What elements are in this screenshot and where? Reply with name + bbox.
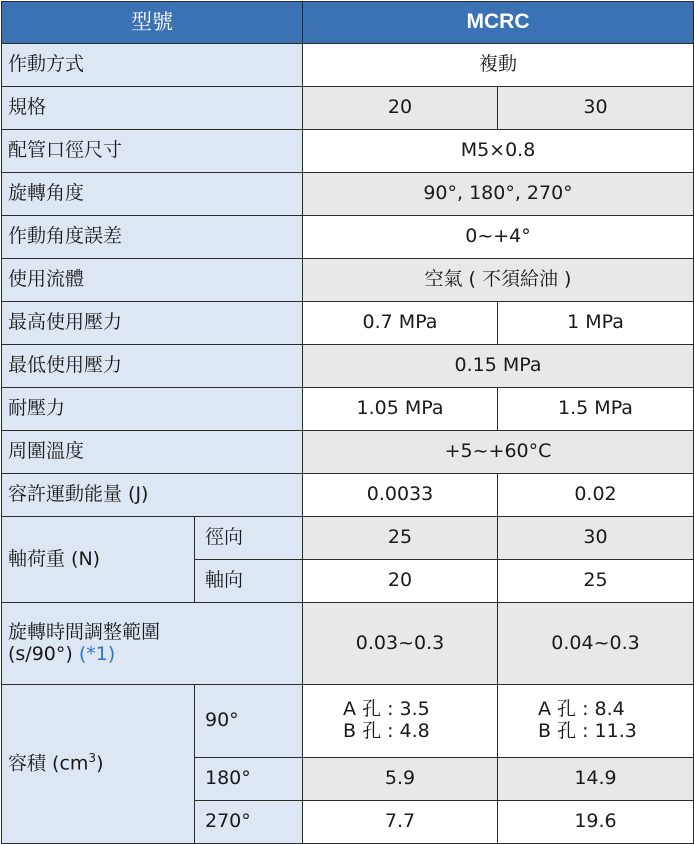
rotation-time-label-line2: (s/90°) [8, 642, 73, 665]
shaft-load-axial-30: 25 [498, 560, 694, 603]
volume-180-20: 5.9 [303, 758, 498, 801]
volume-90-20-a: A 孔 : 3.5 [343, 698, 430, 721]
row-kinetic-energy [2, 474, 694, 517]
tolerance-label: 作動角度誤差 [2, 216, 303, 259]
row-angle [2, 173, 694, 216]
max-pressure-20: 0.7 MPa [303, 302, 498, 345]
volume-90-20 [303, 685, 498, 758]
volume-90-label: 90° [195, 685, 303, 758]
model-header-value: MCRC [303, 2, 694, 44]
rotation-time-label-line1: 旋轉時間調整範圍 [8, 620, 161, 643]
action-value: 複動 [303, 44, 694, 87]
size-label: 規格 [2, 87, 303, 130]
row-tolerance [2, 216, 694, 259]
row-min-pressure [2, 345, 694, 388]
rotation-time-note-link[interactable]: (*1) [78, 642, 116, 665]
shaft-load-radial-label: 徑向 [195, 517, 303, 560]
port-value: M5×0.8 [303, 130, 694, 173]
row-rotation-time [2, 603, 694, 685]
rotation-time-20: 0.03~0.3 [303, 603, 498, 685]
volume-90-30-b: B 孔 : 11.3 [538, 720, 637, 742]
tolerance-value: 0~+4° [303, 216, 694, 259]
kinetic-energy-30: 0.02 [498, 474, 694, 517]
volume-90-30 [498, 685, 694, 758]
max-pressure-label: 最高使用壓力 [2, 302, 303, 345]
row-fluid [2, 259, 694, 302]
volume-label-sup: 3 [88, 751, 97, 766]
angle-label: 旋轉角度 [2, 173, 303, 216]
angle-value: 90°, 180°, 270° [303, 173, 694, 216]
row-port [2, 130, 694, 173]
port-label: 配管口徑尺寸 [2, 130, 303, 173]
shaft-load-axial-label: 軸向 [195, 560, 303, 603]
fluid-value: 空氣 ( 不須給油 ) [303, 259, 694, 302]
min-pressure-value: 0.15 MPa [303, 345, 694, 388]
row-action [2, 44, 694, 87]
volume-270-30: 19.6 [498, 801, 694, 844]
max-pressure-30: 1 MPa [498, 302, 694, 345]
action-label: 作動方式 [2, 44, 303, 87]
model-header-label: 型號 [2, 2, 303, 44]
proof-pressure-label: 耐壓力 [2, 388, 303, 431]
temperature-label: 周圍溫度 [2, 431, 303, 474]
volume-180-label: 180° [195, 758, 303, 801]
row-temperature [2, 431, 694, 474]
row-max-pressure [2, 302, 694, 345]
volume-label-text: 容積 (cm [8, 752, 89, 775]
temperature-value: +5~+60°C [303, 431, 694, 474]
rotation-time-label [2, 603, 303, 685]
row-shaft-load-radial [2, 517, 694, 560]
volume-270-label: 270° [195, 801, 303, 844]
kinetic-energy-label: 容許運動能量 (J) [2, 474, 303, 517]
size-30: 30 [498, 87, 694, 130]
rotation-time-30: 0.04~0.3 [498, 603, 694, 685]
shaft-load-label: 軸荷重 (N) [2, 517, 195, 603]
volume-label-end: ) [96, 752, 104, 775]
kinetic-energy-20: 0.0033 [303, 474, 498, 517]
row-proof-pressure [2, 388, 694, 431]
volume-90-30-a: A 孔 : 8.4 [538, 698, 625, 721]
row-volume-90 [2, 685, 694, 758]
row-size [2, 87, 694, 130]
proof-pressure-30: 1.5 MPa [498, 388, 694, 431]
proof-pressure-20: 1.05 MPa [303, 388, 498, 431]
spec-table [1, 1, 694, 844]
header-row [2, 2, 694, 44]
volume-180-30: 14.9 [498, 758, 694, 801]
volume-label [2, 685, 195, 844]
volume-270-20: 7.7 [303, 801, 498, 844]
volume-90-20-b: B 孔 : 4.8 [343, 720, 430, 742]
shaft-load-radial-20: 25 [303, 517, 498, 560]
min-pressure-label: 最低使用壓力 [2, 345, 303, 388]
shaft-load-axial-20: 20 [303, 560, 498, 603]
size-20: 20 [303, 87, 498, 130]
fluid-label: 使用流體 [2, 259, 303, 302]
shaft-load-radial-30: 30 [498, 517, 694, 560]
